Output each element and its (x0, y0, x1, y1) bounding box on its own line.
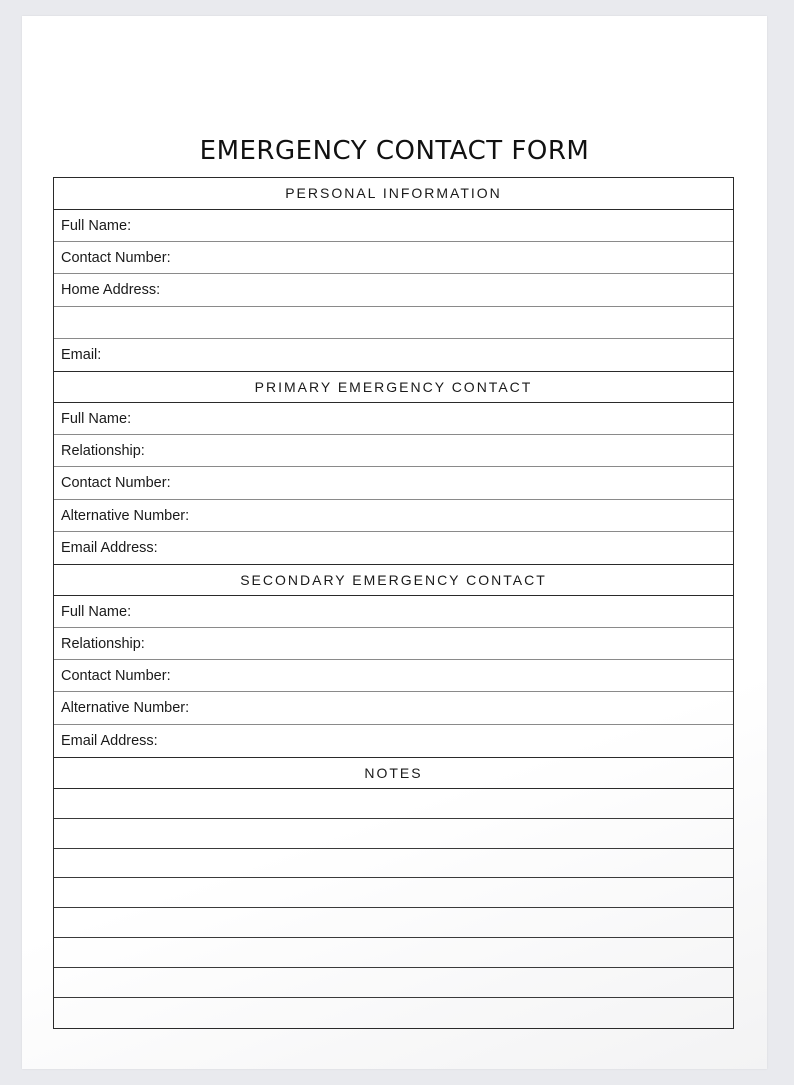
notes-line[interactable] (54, 789, 733, 819)
page-title: EMERGENCY CONTACT FORM (199, 136, 590, 166)
section-header-secondary-emergency-contact: SECONDARY EMERGENCY CONTACT (54, 564, 733, 596)
field-personal-email[interactable]: Email: (61, 346, 102, 363)
notes-line[interactable] (54, 878, 733, 908)
field-personal-home-address[interactable]: Home Address: (54, 274, 733, 306)
form-page (22, 16, 767, 1069)
field-primary-contact-number[interactable]: Contact Number: (54, 467, 733, 499)
field-primary-full-name[interactable]: Full Name: (54, 403, 733, 435)
field-personal-home-address-line2[interactable] (54, 307, 733, 339)
notes-line[interactable] (54, 908, 733, 938)
field-secondary-email-address[interactable]: Email Address: (61, 732, 158, 749)
field-secondary-contact-number[interactable]: Contact Number: (54, 660, 733, 692)
section-header-notes: NOTES (54, 757, 733, 789)
field-primary-email-address[interactable]: Email Address: (61, 539, 158, 556)
field-personal-full-name[interactable]: Full Name: (54, 210, 733, 242)
notes-line[interactable] (54, 819, 733, 849)
emergency-contact-table (53, 177, 734, 1029)
field-secondary-full-name[interactable]: Full Name: (54, 596, 733, 628)
section-header-personal-information: PERSONAL INFORMATION (54, 178, 733, 210)
field-secondary-alternative-number[interactable]: Alternative Number: (54, 692, 733, 724)
field-primary-relationship[interactable]: Relationship: (54, 435, 733, 467)
notes-line[interactable] (54, 998, 733, 1028)
field-primary-alternative-number[interactable]: Alternative Number: (54, 500, 733, 532)
section-header-primary-emergency-contact: PRIMARY EMERGENCY CONTACT (54, 371, 733, 403)
notes-line[interactable] (54, 938, 733, 968)
notes-line[interactable] (54, 849, 733, 879)
field-personal-contact-number[interactable]: Contact Number: (54, 242, 733, 274)
notes-line[interactable] (54, 968, 733, 998)
field-secondary-relationship[interactable]: Relationship: (54, 628, 733, 660)
